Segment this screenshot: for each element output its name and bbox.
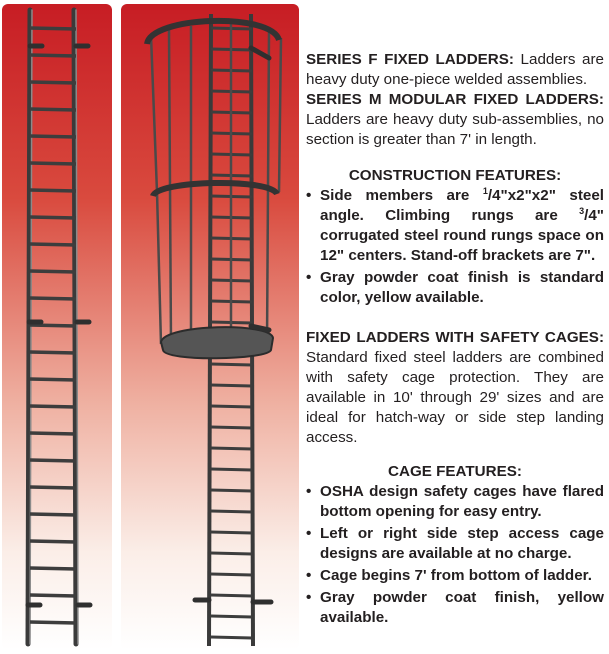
caged-ladder-photo	[121, 4, 299, 650]
cage-feature-item: • Cage begins 7' from bottom of ladder.	[306, 567, 592, 584]
ladder-rung	[30, 55, 76, 56]
bullet-icon: •	[306, 187, 312, 204]
ladder-rung	[30, 541, 76, 542]
construction-list	[306, 186, 604, 308]
ladder-rung	[211, 364, 252, 365]
ladder-rung	[30, 433, 76, 434]
ladder-rung	[211, 511, 252, 512]
series-m-title: SERIES M MODULAR FIXED LADDERS:	[306, 91, 604, 108]
ladder-rung	[30, 271, 76, 272]
ladder-rung	[211, 385, 252, 386]
ladder-rung	[30, 595, 76, 596]
ladder-rung	[211, 532, 252, 533]
ladder-rung	[30, 28, 76, 29]
ladder-rung	[211, 406, 252, 407]
ladder-rung	[30, 487, 76, 488]
ladder-rung	[211, 490, 252, 491]
construction-heading: CONSTRUCTION FEATURES:	[348, 167, 562, 184]
safety-cages-title: FIXED LADDERS WITH SAFETY CAGES:	[306, 329, 604, 346]
cage-feature-item: • Gray powder coat finish, yellow available.	[306, 589, 604, 626]
ladder-rung	[30, 190, 76, 191]
ladder-rung	[30, 406, 76, 407]
safety-cages-paragraph	[306, 328, 604, 448]
ladder-rung	[30, 352, 76, 353]
safety-cages-text: Standard fixed steel ladders are combined with safety cage protection. They are available in 10' through 29' sizes and are ideal for hatch-way or side step landing access.	[306, 349, 604, 446]
ladder-rung	[211, 427, 252, 428]
construction-item: • Gray powder coat finish is standard color, yellow available.	[306, 269, 604, 306]
ladder-rung	[30, 325, 76, 326]
series-f-paragraph	[306, 50, 604, 90]
ladder-rung	[30, 622, 76, 623]
bullet-icon: •	[306, 567, 312, 584]
caged-ladder-illustration	[121, 4, 299, 650]
series-m-paragraph	[306, 90, 604, 150]
ladder-rung	[30, 109, 76, 110]
series-f-title: SERIES F FIXED LADDERS:	[306, 51, 514, 68]
series-f-text: Ladders are heavy duty one-piece welded assemblies.	[306, 51, 604, 88]
ladder-rung	[30, 379, 76, 380]
series-m-text: Ladders are heavy duty sub-assemblies, no section is greater than 7' in length.	[306, 111, 604, 148]
fixed-ladder-photo	[2, 4, 112, 650]
ladder-rung	[30, 217, 76, 218]
ladder-rung	[211, 553, 252, 554]
product-description	[306, 50, 604, 630]
ladder-rung	[211, 574, 252, 575]
bullet-icon: •	[306, 589, 312, 606]
ladder-rung	[211, 595, 252, 596]
bullet-icon: •	[306, 525, 312, 542]
ladder-rung	[30, 244, 76, 245]
ladder-rung	[211, 469, 252, 470]
ladder-rung	[211, 637, 252, 638]
ladder-rung	[30, 136, 76, 137]
ladder-rung	[30, 460, 76, 461]
cage-features-list	[306, 482, 604, 628]
bullet-icon: •	[306, 483, 312, 500]
construction-item: • Side members are $^1$/4"x2"x2" steel angle. Climbing rungs are $^3$/4" corrugated steel round rungs space on 12" centers. Stand-off brackets are 7".	[306, 185, 604, 264]
fixed-ladder-illustration	[2, 4, 112, 650]
cage-features-heading: CAGE FEATURES:	[388, 463, 522, 480]
ladder-rung	[30, 82, 76, 83]
bullet-icon: •	[306, 269, 312, 286]
ladder-rung	[211, 448, 252, 449]
ladder-rung	[30, 163, 76, 164]
cage-feature-item: • OSHA design safety cages have flared bottom opening for easy entry.	[306, 483, 604, 520]
ladder-rung	[211, 616, 252, 617]
cage-feature-item: • Left or right side step access cage designs are available at no charge.	[306, 525, 604, 562]
ladder-rung	[30, 514, 76, 515]
ladder-rung	[30, 298, 76, 299]
ladder-rung	[30, 568, 76, 569]
